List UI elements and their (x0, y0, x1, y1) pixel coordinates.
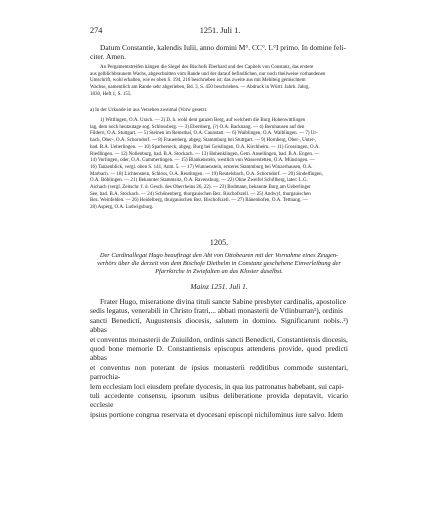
charter-body (90, 297, 348, 419)
closing-line: Datum Constantie, kalendis Iulii, anno domini M°. CC°. L°I primo. In domine feli- (100, 43, 346, 52)
document-number: 1205. (209, 238, 229, 247)
page-header (90, 26, 350, 38)
footnotes (90, 118, 348, 212)
footnote-line: Marbach. — 18) Lichtenstein, Schloss, O.A. Reutlingen. — 19) Reutelsbach, O.A. Schorndorf. — 20) Sindelfingen, (90, 171, 323, 177)
regest-line: verhörs über die derzeit von dem Bischofe Diethelm in Constanz geschehene Einverleibung der (97, 260, 341, 268)
footnote-line: O.A. Böblingen. — 21) Bekannter Stammsitz, O.A. Ravensburg. — 22) Ohne Zweifel Schillberg, later: L.G. (90, 178, 308, 184)
body-line: et conventus monasterii de Zuiuildon, ordinis sancti Benedicti, Constantiensis diocesis, (90, 334, 348, 344)
body-line: lem ecclesiam loci eiusdem prefate dyocesis, in qua ius patronatus habebant, sui capi- (90, 381, 344, 391)
footnote-line: 14) Vorlingen, oder, O.A. Gammertingen. — 15) Blankenstein, westlich von Wasserstetten, O.A. Münsingen. — (90, 158, 315, 164)
regest-line: Der Cardinallegat Hugo beauftragt den Abt von Ottobeuren mit der Vornahme eines Zeugen- (99, 252, 339, 259)
footnote-line: Fildern, O.A. Stuttgart. — 5) Steinen im Remsthal, O.A. Cannstatt. — 6) Waiblingen, O.A. Waiblingen. — 7) Ur- (90, 131, 318, 137)
note-line: 1830, Heft 1, S. 155. (90, 91, 132, 97)
closing-line: citer. Amen. (90, 52, 126, 62)
footnote-line: Bez. Weinfelden. — 26) Heidelberg, thurgauischen Bez. Bischofszell. — 27) Bänenhofen, O.A. Tettnang. — (90, 198, 308, 204)
body-line: sancti Benedicti, Augustensis diocesis, salutem in domino. Significarunt nobis..²) abbas (90, 315, 348, 335)
page-number: 274 (90, 26, 103, 35)
footnote-line: See, bad. B.A. Stockach. — 24) Schönenberg, thurgauischen Bez. Bischofszell. — 25) Andwyl, thurgauischen (90, 191, 311, 197)
note-line: aus gelblichbraunem Wachs, abgeschnitten vom Rande und der darauf befindlichen, nur noch theilweise vorhandenen (90, 71, 326, 77)
footnote-title (90, 108, 348, 115)
footnote-line: 28) Asperg, O.A. Ludwigsburg. (90, 205, 154, 211)
body-line: tuli accedente consensu, ipsorum usibus deliberatione provida deputavit, vicario ecclesie (90, 391, 348, 410)
dateline: Mainz 1251. Juli 1. (190, 282, 248, 291)
note-line: An Pergamentstreifen hängen die Siegel des Bischofs Eberhard und des Capitels von Constanz, das erstere (100, 65, 314, 70)
body-line: ipsius portione congrua reservata et dyocesani episcopi nichilominus iure salvo. Idem (90, 409, 344, 419)
regest-line: Pfarrkirche in Zwiefalten an das Kloster daselbst. (155, 268, 283, 276)
footnote-line: Aichach (vergl. Zeitschr. f. d. Gesch. des Oberrheins 26, 22). — 23) Bodmann, bekannte Burg am Ueberlinger (90, 185, 311, 191)
footnote-line: bach, Ober-, O.A. Schorndorf. — 8) Frauenberg, abgeg. Stammburg bei Stuttgart. — 9) Hornberg, Ober-, Unter-, (90, 138, 317, 144)
running-head: 1251. Juli 1. (199, 26, 241, 35)
body-line: sedis legatus, venerabili in Christo fratri,... abbati monasterii de Vtlinburran¹), ordinis (90, 306, 343, 316)
body-line: et conventus non poterant de ipsius monasterii redditibus commode sustentari, parrochia- (90, 362, 348, 382)
seal-note (90, 65, 348, 99)
charter-closing (90, 43, 348, 62)
footnote-line: bad. B.A. Ueberlingen. — 10) Sparberseck, abgeg. Burg bei Geislingen, O.A. Kirchheim. — 11) Grossingen, O.A. (90, 144, 320, 150)
footnote-line: 16) Tanzenblick, vergl. oben S. 141, Anm. 5. — 17) Wunnenstein, ersteres Stammburg bei Winzerhausen, O.A. (90, 164, 313, 170)
footnote-line: lag, dem noch heutzutage sog. Schlossberg. — 3) Ebersberg, (?) O.A. Backnang. — 4) Bernhausen auf den (90, 124, 305, 130)
footnote-line: Riedlingen. — 12) Nollenburg, bad. B.A. Stockach. — 13) Hohenklingen, Gem. Ansellingen, bad. B.A. Engen. — (90, 151, 320, 157)
body-line: Frater Hugo, miseratione divina tituli sancte Sabine presbyter cardinalis, apostolice (100, 297, 347, 306)
footnote-line: 1) Wittlingen, O.A. Urach. — 2) D. h. wohl dem ganzen Berg, auf welchem die Burg Hohenwittlingen (100, 118, 306, 123)
note-line: Umschrift, wohl erhalten, wie es oben S. 194, 216 beschrieben ist; das zweite aus mit Mehlteig gemischtem (90, 78, 306, 84)
body-line: quod bone memorie D. Constantiensis episcopus attendens provide, quod predicti abbas (90, 344, 348, 363)
footnote-heading: a) In der Urkunde ist aus Versehen zweimal (Vorw gesetzt. (90, 108, 208, 113)
note-line: Wachse, namentlich am Rande sehr abgerieben, Bd. 3, S. 450 beschrieben. — Abdruck in Württ. Jahrb. Jahrg. (90, 85, 310, 91)
regest (90, 252, 348, 277)
